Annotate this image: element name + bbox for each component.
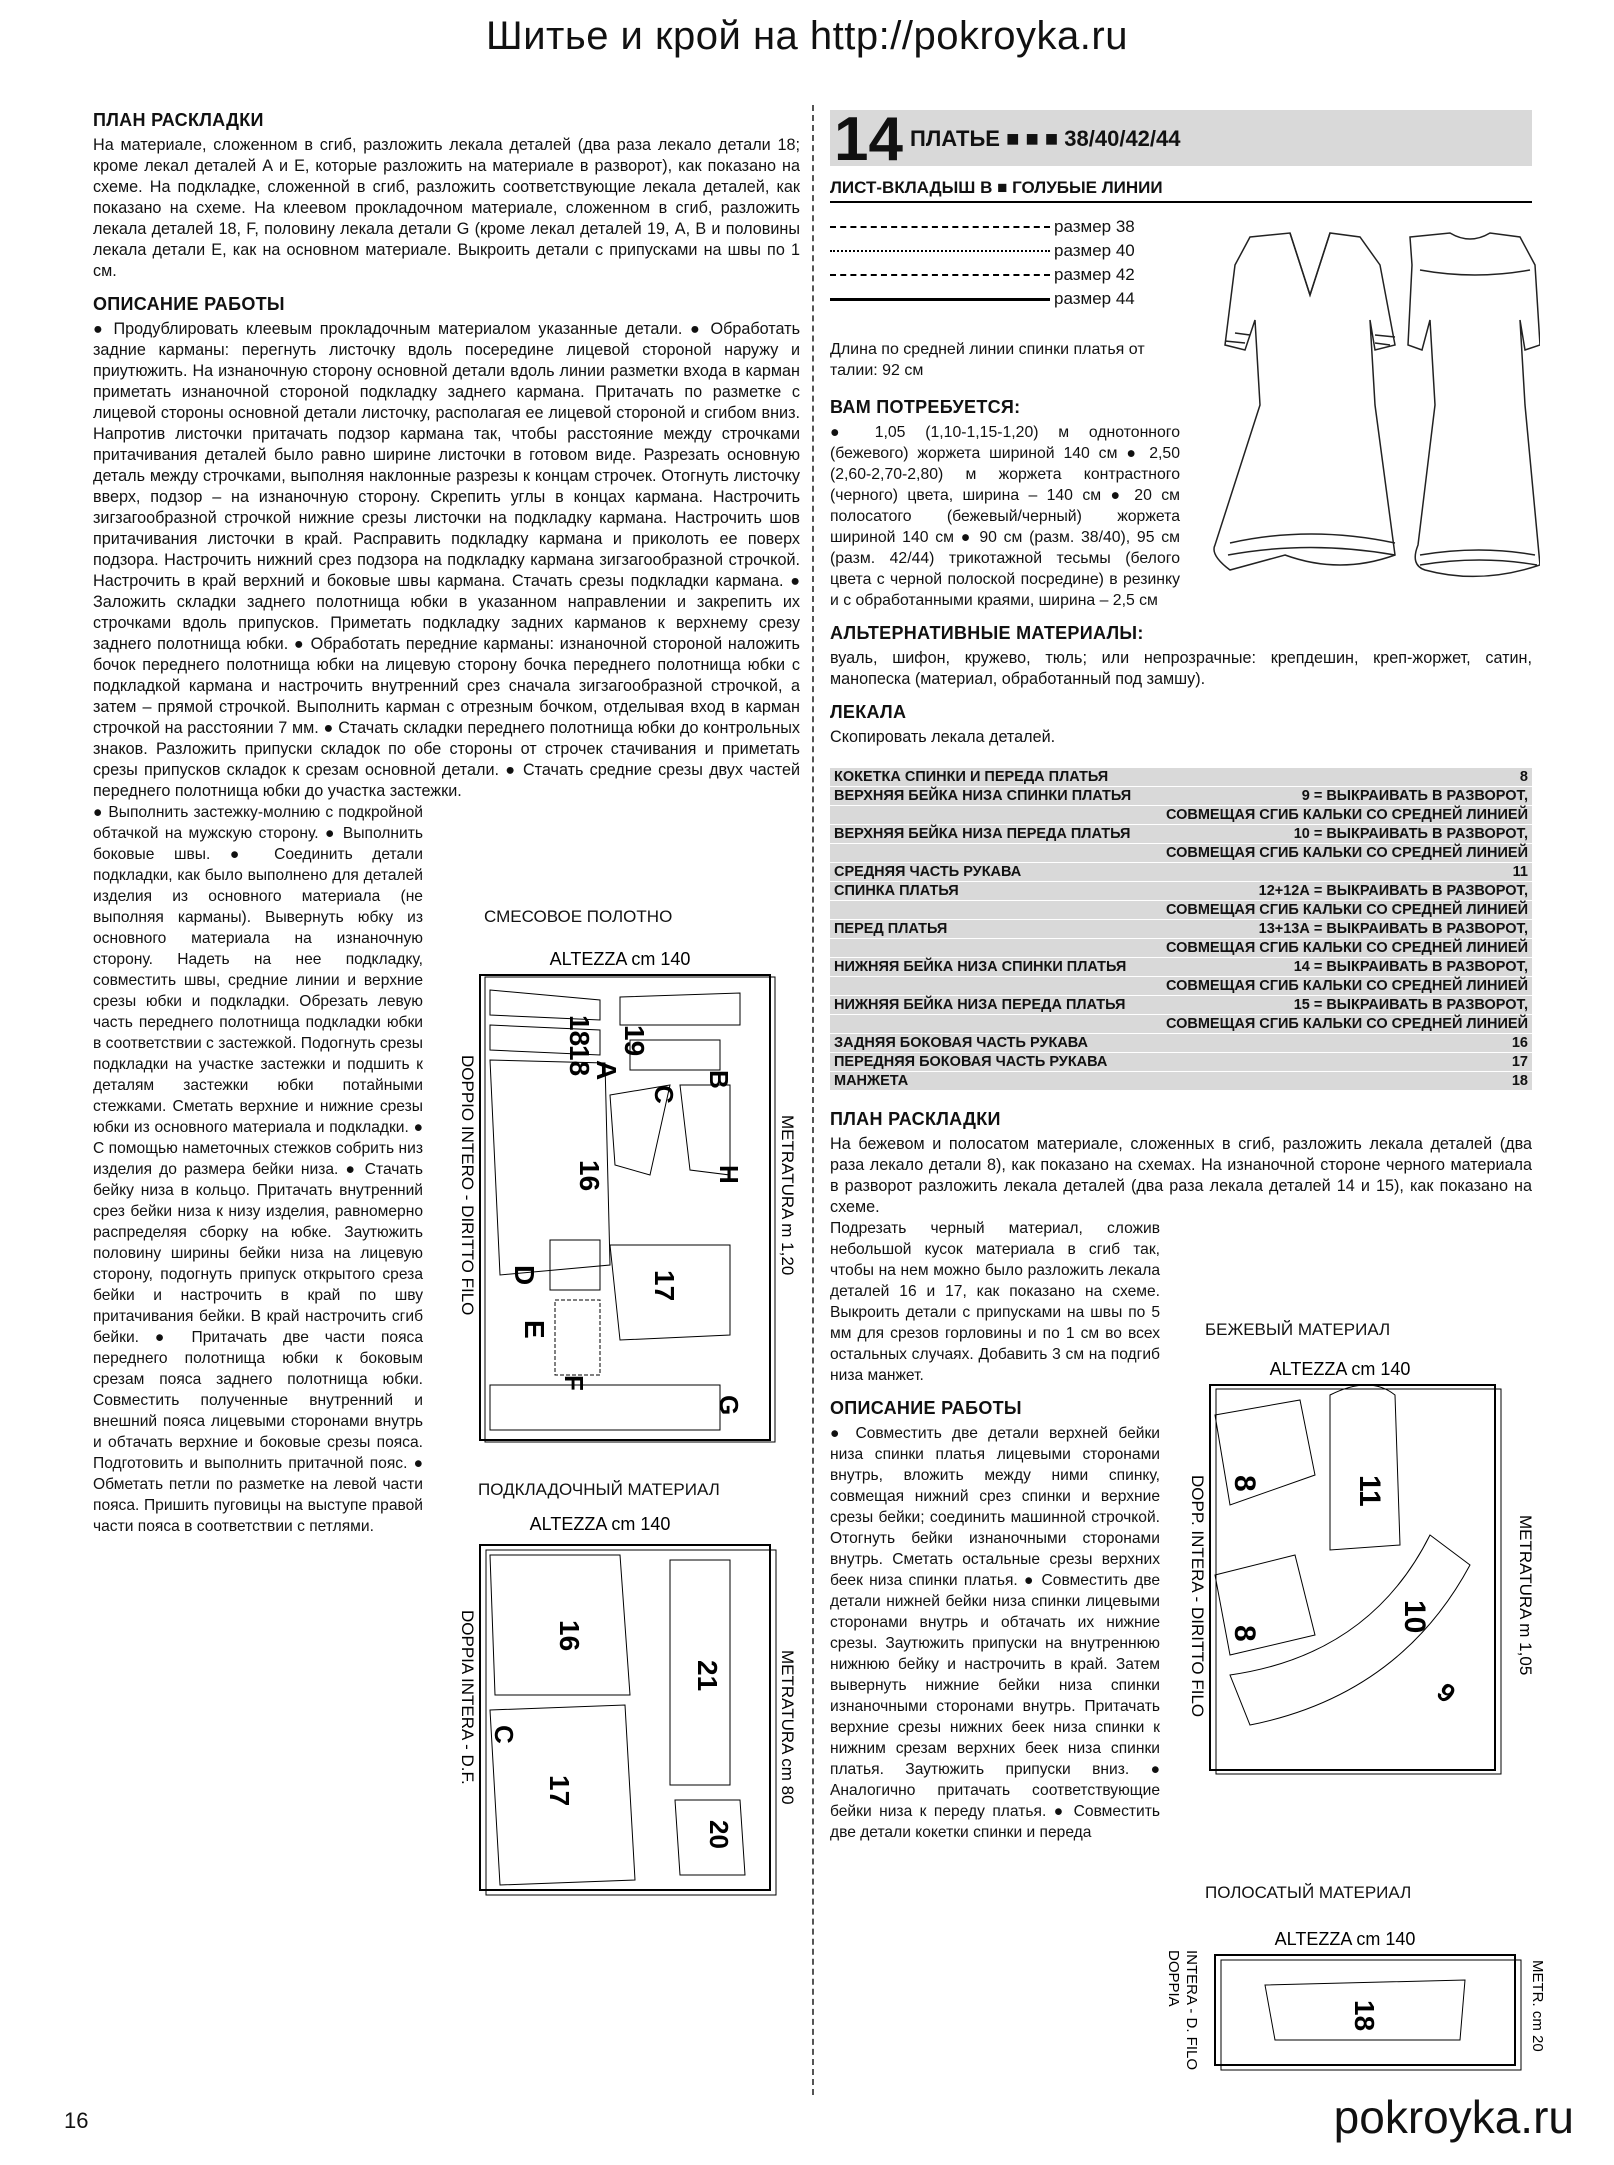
pattern-table-row bbox=[830, 1072, 1532, 1091]
pattern-number: СОВМЕЩАЯ СГИБ КАЛЬКИ СО СРЕДНЕЙ ЛИНИЕЙ bbox=[1147, 939, 1532, 958]
pattern-name bbox=[830, 901, 1147, 920]
right-plan-title: ПЛАН РАСКЛАДКИ bbox=[830, 1109, 1001, 1129]
scheme2-width-label: ALTEZZA cm 140 bbox=[529, 1514, 671, 1534]
pattern-number: СОВМЕЩАЯ СГИБ КАЛЬКИ СО СРЕДНЕЙ ЛИНИЕЙ bbox=[1147, 977, 1532, 996]
scheme1-width-label: ALTEZZA cm 140 bbox=[549, 949, 691, 969]
scheme1-piece-d: D bbox=[509, 1265, 540, 1286]
scheme3-piece-9: 9 bbox=[1431, 1676, 1462, 1709]
left-plan-text: На материале, сложенном в сгиб, разложить лекала деталей (два раза лекало детали 18; кроме лекал деталей А и Е, которые разложить на материале в разворот), как показано на схеме. На подкладке, сложенной в сгиб, разложить соответствующие лекала деталей, как показано на схеме. На клеевом прокладочном материале, сложенном в сгиб, разложить лекала деталей 18, F, половину лекала детали G (кроме лекал деталей 19, A, B и половины лекала детали E, как на основном материале. Выкроить детали с припусками на швы по 1 см. bbox=[93, 136, 800, 280]
scheme1-piece-b: B bbox=[704, 1070, 734, 1089]
scheme4 bbox=[1155, 1925, 1555, 2075]
pattern-name: ВЕРХНЯЯ БЕЙКА НИЗА СПИНКИ ПЛАТЬЯ bbox=[830, 787, 1147, 806]
scheme4-side-right: METR. cm 20 bbox=[1529, 1960, 1546, 2052]
pattern-name: СРЕДНЯЯ ЧАСТЬ РУКАВА bbox=[830, 863, 1147, 882]
pattern-name: НИЖНЯЯ БЕЙКА НИЗА ПЕРЕДА ПЛАТЬЯ bbox=[830, 996, 1147, 1015]
pattern-table-row bbox=[830, 863, 1532, 882]
pattern-name: МАНЖЕТА bbox=[830, 1072, 1147, 1091]
size-label-42: размер 42 bbox=[1054, 265, 1135, 284]
pattern-number: 18 bbox=[1147, 1072, 1532, 1091]
scheme3-title: БЕЖЕВЫЙ МАТЕРИАЛ bbox=[1205, 1320, 1391, 1339]
size-line-44 bbox=[830, 298, 1050, 301]
dress-illustration bbox=[1190, 225, 1540, 615]
right-plan-text-narrow: Подрезать черный материал, сложив небольшой кусок материала в сгиб так, чтобы на нем можно было разложить лекала деталей 16 и 17, как показано на схеме. Выкроить детали с припусками на швы по 5 мм для срезов горловины и по 1 см во всех остальных случаях. Добавить 3 см на подгиб низа манжет. bbox=[830, 1220, 1160, 1384]
pattern-table-row bbox=[830, 825, 1532, 844]
scheme4-side-left-1: DOPPIA bbox=[1165, 1950, 1182, 2007]
pattern-name: ВЕРХНЯЯ БЕЙКА НИЗА ПЕРЕДА ПЛАТЬЯ bbox=[830, 825, 1147, 844]
pattern-table-row bbox=[830, 901, 1532, 920]
scheme1-piece-f: F bbox=[559, 1375, 589, 1391]
scheme1-piece-18b: 18 bbox=[564, 1045, 595, 1077]
pattern-name: ЗАДНЯЯ БОКОВАЯ ЧАСТЬ РУКАВА bbox=[830, 1034, 1147, 1053]
scheme1-piece-16: 16 bbox=[574, 1160, 605, 1192]
scheme2-piece-21: 21 bbox=[692, 1660, 723, 1692]
pattern-number: 13+13А = ВЫКРАИВАТЬ В РАЗВОРОТ, bbox=[1147, 920, 1532, 939]
size-line-40 bbox=[830, 250, 1050, 252]
pattern-table-row bbox=[830, 844, 1532, 863]
model-number: 14 bbox=[834, 105, 903, 174]
size-label-40: размер 40 bbox=[1054, 241, 1135, 260]
alt-text: вуаль, шифон, кружево, тюль; или непрозрачные: крепдешин, креп-жоржет, сатин, манопеска (материал, обработанный под замшу). bbox=[830, 649, 1532, 688]
size-label-44: размер 44 bbox=[1054, 289, 1135, 308]
scheme1-piece-h: H bbox=[714, 1165, 744, 1184]
scheme4-side-left-2: INTERA - D. FILO bbox=[1183, 1950, 1200, 2071]
alt-title: АЛЬТЕРНАТИВНЫЕ МАТЕРИАЛЫ: bbox=[830, 623, 1144, 643]
pattern-number: 10 = ВЫКРАИВАТЬ В РАЗВОРОТ, bbox=[1147, 825, 1532, 844]
pattern-name bbox=[830, 1015, 1147, 1034]
scheme1-piece-e: E bbox=[519, 1320, 550, 1339]
scheme3-piece-11: 11 bbox=[1353, 1475, 1386, 1507]
scheme2-piece-17: 17 bbox=[544, 1775, 575, 1807]
pattern-table-row bbox=[830, 939, 1532, 958]
scheme4-title: ПОЛОСАТЫЙ МАТЕРИАЛ bbox=[1205, 1883, 1412, 1902]
footer-site: pokroyka.ru bbox=[1333, 2091, 1574, 2143]
scheme2 bbox=[440, 1510, 800, 1905]
pattern-name bbox=[830, 977, 1147, 996]
pattern-name bbox=[830, 844, 1147, 863]
scheme1-side-left: DOPPIO INTERO - DIRITTO FILO bbox=[458, 1055, 477, 1316]
pattern-table-row bbox=[830, 977, 1532, 996]
pattern-number: 9 = ВЫКРАИВАТЬ В РАЗВОРОТ, bbox=[1147, 787, 1532, 806]
pattern-table-row bbox=[830, 768, 1532, 787]
pattern-number: СОВМЕЩАЯ СГИБ КАЛЬКИ СО СРЕДНЕЙ ЛИНИЕЙ bbox=[1147, 1015, 1532, 1034]
scheme1-piece-19: 19 bbox=[619, 1025, 650, 1057]
pattern-number: СОВМЕЩАЯ СГИБ КАЛЬКИ СО СРЕДНЕЙ ЛИНИЕЙ bbox=[1147, 901, 1532, 920]
pattern-table-row bbox=[830, 920, 1532, 939]
size-line-42 bbox=[830, 274, 1050, 276]
scheme2-side-right: METRATURA cm 80 bbox=[778, 1650, 797, 1805]
left-plan-title: ПЛАН РАСКЛАДКИ bbox=[93, 110, 264, 130]
scheme4-piece-18: 18 bbox=[1349, 2000, 1380, 2032]
pattern-name: СПИНКА ПЛАТЬЯ bbox=[830, 882, 1147, 901]
scheme3-width-label: ALTEZZA cm 140 bbox=[1269, 1359, 1411, 1379]
scheme1-side-right: METRATURA m 1,20 bbox=[778, 1115, 797, 1276]
pattern-table-row bbox=[830, 1034, 1532, 1053]
pattern-number: 16 bbox=[1147, 1034, 1532, 1053]
pattern-table-row bbox=[830, 1053, 1532, 1072]
pattern-name: ПЕРЕДНЯЯ БОКОВАЯ ЧАСТЬ РУКАВА bbox=[830, 1053, 1147, 1072]
pattern-number: 8 bbox=[1147, 768, 1532, 787]
pattern-number: 14 = ВЫКРАИВАТЬ В РАЗВОРОТ, bbox=[1147, 958, 1532, 977]
model-title: ПЛАТЬЕ ■ ■ ■ 38/40/42/44 bbox=[910, 126, 1181, 151]
right-work-text: ● Совместить две детали верхней бейки низа спинки платья лицевыми сторонами внутрь, вложить между ними спинку, совмещая нижний срез спинки и верхние срезы бейки; соединить машинной строчкой. Отогнуть бейки изнаночными сторонами внутрь. Сметать остальные срезы верхних беек низа спинки платья. ● Совместить две детали нижней бейки низа спинки лицевыми сторонами внутрь и обтачать их нижние срезы. Заутюжить припуски на внутреннюю нижнюю бейку и настрочить в край. Затем вывернуть нижние бейки низа спинки изнаночными сторонами внутрь. Притачать верхние срезы нижних беек низа спинки к нижним срезам верхних беек низа спинки платья. Заутюжить припуски вниз. ● Аналогично притачать соответствующие бейки низа к переду платья. ● Совместить две детали кокетки спинки и переда bbox=[830, 1425, 1160, 1841]
scheme3-piece-10: 10 bbox=[1398, 1600, 1431, 1634]
pattern-number: СОВМЕЩАЯ СГИБ КАЛЬКИ СО СРЕДНЕЙ ЛИНИЕЙ bbox=[1147, 806, 1532, 825]
scheme2-title: ПОДКЛАДОЧНЫЙ МАТЕРИАЛ bbox=[478, 1480, 720, 1499]
pattern-number: 12+12А = ВЫКРАИВАТЬ В РАЗВОРОТ, bbox=[1147, 882, 1532, 901]
scheme4-width-label: ALTEZZA cm 140 bbox=[1274, 1929, 1416, 1949]
sheet-info: ЛИСТ-ВКЛАДЫШ В ■ ГОЛУБЫЕ ЛИНИИ bbox=[830, 178, 1532, 203]
pattern-name: ПЕРЕД ПЛАТЬЯ bbox=[830, 920, 1147, 939]
scheme1-piece-c: C bbox=[649, 1085, 679, 1104]
scheme1-title: СМЕСОВОЕ ПОЛОТНО bbox=[484, 907, 673, 926]
pattern-name: КОКЕТКА СПИНКИ И ПЕРЕДА ПЛАТЬЯ bbox=[830, 768, 1147, 787]
pattern-table-row bbox=[830, 882, 1532, 901]
need-text: ● 1,05 (1,10-1,15-1,20) м однотонного (бежевого) жоржета шириной 140 см ● 2,50 (2,60-2,70-2,80) м жоржета контрастного (черного) цвета, ширина – 140 см ● 20 см полосатого (бежевый/черный) жоржета шириной 140 см ● 90 см (разм. 38/40), 95 см (разм. 42/44) трикотажной тесьмы (белого цвета с черной полоской посредине) в резинку и с обработанными краями, ширина – 2,5 см bbox=[830, 424, 1180, 609]
lekala-text: Скопировать лекала деталей. bbox=[830, 728, 1056, 746]
pattern-name: НИЖНЯЯ БЕЙКА НИЗА СПИНКИ ПЛАТЬЯ bbox=[830, 958, 1147, 977]
left-work-title: ОПИСАНИЕ РАБОТЫ bbox=[93, 294, 285, 314]
left-work-text: ● Продублировать клеевым прокладочным материалом указанные детали. ● Обработать задние карманы: перегнуть листочку вдоль посередине лицевой стороной наружу и приутюжить. На изнаночную сторону основной детали вдоль линии разметки входа в карман приметать изнаночной стороной подкладку заднего кармана. Притачать по разметке с лицевой стороны основной детали листочку, располагая ее лицевой стороной и сгибом вниз. Напротив листочки притачать подзор кармана так, чтобы расстояние между строчками притачивания деталей было равно ширине листочки в готовом виде. Разрезать основную деталь между строчками, выполняя наклонные разрезы к концам строчек. Отогнуть листочку вверх, подзор – на изнаночную сторону. Скрепить углы в концах кармана. Настрочить зигзагообразной строчкой нижние срезы листочки на подкладку кармана. Настрочить шов притачивания листочки в край. Расправить подкладку кармана и приколоть ее поверх подзора. Настрочить нижний срез подзора на подкладку кармана зигзагообразной строчкой. Настрочить в край верхний и боковые швы кармана. Стачать срезы подкладки кармана. ● Заложить складки заднего полотнища юбки в указанном направлении и закрепить их строчками вдоль припусков. Приметать подкладку задних карманов к верхнему срезу заднего полотнища юбки. ● Обработать передние карманы: изнаночной стороной наложить бочок переднего полотнища юбки на лицевую сторону бочка переднего полотнища юбки с подкладкой кармана и настрочить внутренний срез сначала зигзагообразной строчкой, а затем – прямой строчкой. Выполнить карман с отрезным бочком, отделывая вход в карман строчкой на расстоянии 7 мм. ● Стачать складки переднего полотнища юбки до контрольных знаков. Разложить припуски складок по обе стороны от строчек стачивания и приметать срезы припусков складок к срезам основной детали. ● Стачать средние срезы двух частей переднего полотнища юбки до участка застежки. bbox=[93, 320, 800, 800]
pattern-name bbox=[830, 939, 1147, 958]
pattern-table-row bbox=[830, 958, 1532, 977]
size-line-38 bbox=[830, 226, 1050, 228]
pattern-number: СОВМЕЩАЯ СГИБ КАЛЬКИ СО СРЕДНЕЙ ЛИНИЕЙ bbox=[1147, 844, 1532, 863]
page-number: 16 bbox=[64, 2108, 89, 2133]
scheme3-piece-8a: 8 bbox=[1228, 1475, 1261, 1492]
pattern-table-row bbox=[830, 787, 1532, 806]
pattern-table-row bbox=[830, 1015, 1532, 1034]
scheme1-piece-17: 17 bbox=[649, 1270, 680, 1302]
scheme3-side-right: METRATURA m 1,05 bbox=[1516, 1515, 1535, 1676]
pattern-number: 17 bbox=[1147, 1053, 1532, 1072]
length-text: Длина по средней линии спинки платья от талии: 92 см bbox=[830, 341, 1145, 379]
scheme2-piece-c: C bbox=[489, 1725, 519, 1744]
pattern-table bbox=[830, 768, 1532, 1091]
right-work-title: ОПИСАНИЕ РАБОТЫ bbox=[830, 1398, 1022, 1418]
column-divider bbox=[812, 105, 814, 2095]
title-bar bbox=[830, 105, 1532, 174]
scheme3-side-left: DOPP. INTERA - DIRITTO FILO bbox=[1188, 1475, 1207, 1718]
scheme2-piece-20: 20 bbox=[704, 1820, 734, 1849]
scheme3-piece-8b: 8 bbox=[1228, 1625, 1261, 1642]
scheme3 bbox=[1170, 1355, 1550, 1795]
pattern-table-row bbox=[830, 806, 1532, 825]
right-plan-text: На бежевом и полосатом материале, сложенных в сгиб, разложить лекала деталей (два раза лекало детали 8), как показано на схемах. На изнаночной стороне черного материала в разворот разложить лекала деталей (два раза лекала деталей 14 и 15), как показано на схеме. bbox=[830, 1135, 1532, 1216]
scheme2-piece-16: 16 bbox=[554, 1620, 585, 1652]
scheme2-side-left: DOPPIA INTERA - D.F. bbox=[458, 1610, 477, 1785]
pattern-number: 15 = ВЫКРАИВАТЬ В РАЗВОРОТ, bbox=[1147, 996, 1532, 1015]
scheme1-piece-a: A bbox=[591, 1060, 622, 1081]
scheme1 bbox=[440, 945, 800, 1465]
lekala-title: ЛЕКАЛА bbox=[830, 702, 907, 722]
scheme1-piece-g: G bbox=[714, 1395, 744, 1416]
need-title: ВАМ ПОТРЕБУЕТСЯ: bbox=[830, 397, 1021, 417]
left-work-text-narrow: ● Выполнить застежку-молнию с подкройной обтачкой на мужскую сторону. ● Выполнить боковые швы. ● Соединить детали подкладки, как было выполнено для деталей изделия из основного материала (не выполняя карманы). Вывернуть юбку из основного материала на изнаночную сторону. Надеть на нее подкладку, совместить швы, средние линии и верхние срезы юбки и подкладки. Обрезать левую часть переднего полотнища подкладки юбки в соответствии с застежкой. Подогнуть срезы подкладки на участке застежки и подшить к деталям застежки юбки потайными стежками. Сметать верхние и нижние срезы юбки из основного материала и подкладки. ● С помощью наметочных стежков собрить низ изделия до размера бейки низа. ● Стачать бейку низа в кольцо. Притачать внутренний срез бейки низа к низу изделия, равномерно распределяя сборку на юбке. Заутюжить половину ширины бейки низа на лицевую сторону, подогнуть припуск открытого среза бейки и настрочить в край по шву притачивания бейки. В край настрочить сгиб бейки. ● Притачать две части пояса переднего полотнища юбки к боковым срезам пояса заднего полотнища юбки. Совместить полученные внутренний и внешний пояса лицевыми сторонами внутрь и обтачать верхние и боковые срезы пояса. Подготовить и выполнить притачной пояс. ● Обметать петли по разметке на левой части пояса. Пришить пуговицы на выступе правой части пояса в соответствии с петлями. bbox=[93, 804, 423, 1535]
size-label-38: размер 38 bbox=[1054, 217, 1135, 236]
scheme1-piece-18a: 18 bbox=[564, 1015, 595, 1047]
site-header: Шитье и крой на http://pokroyka.ru bbox=[486, 14, 1128, 58]
pattern-name bbox=[830, 806, 1147, 825]
pattern-number: 11 bbox=[1147, 863, 1532, 882]
pattern-table-row bbox=[830, 996, 1532, 1015]
